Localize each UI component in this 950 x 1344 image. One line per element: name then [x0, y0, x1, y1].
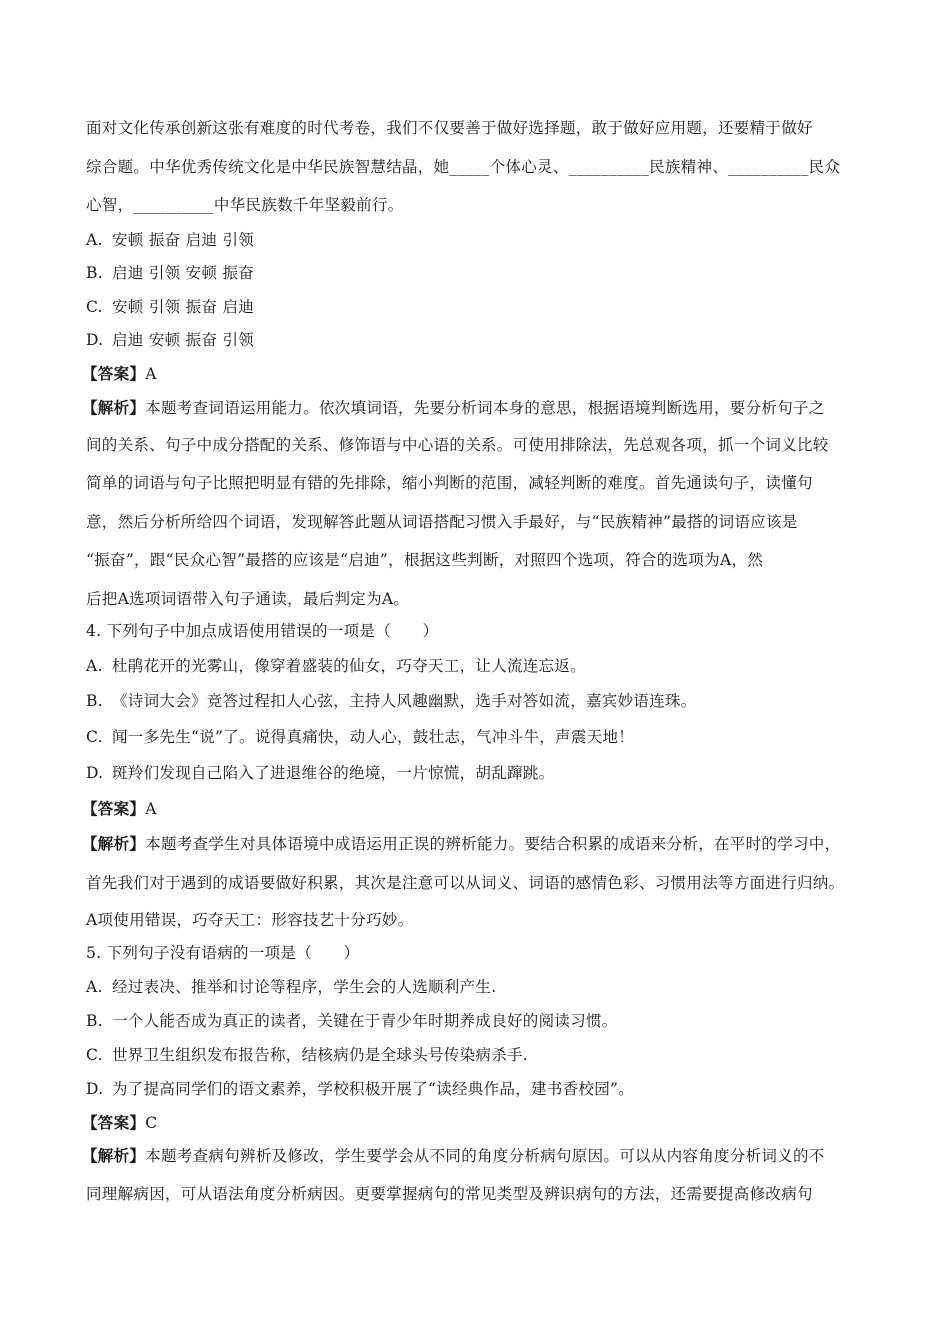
q3-analysis-line-5: “振奋”，跟“民众心智”最搭的应该是“启迪”，根据这些判断，对照四个选项，符合的选项为A，然 — [86, 551, 764, 569]
option-label: D. — [86, 331, 104, 349]
q4-analysis-line-1 — [82, 832, 840, 854]
analysis-tag: 【解析】 — [82, 1146, 146, 1165]
option-text: 闻一多先生“说”了。说得真痛快，动人心，鼓壮志，气冲斗牛，声震天地！ — [112, 728, 635, 746]
option-label: C. — [86, 298, 103, 316]
analysis-text: 本题考查词语运用能力。依次填词语，先要分析词本身的意思，根据语境判断选用，要分析句子之 — [145, 399, 825, 417]
q3-answer — [82, 362, 157, 384]
option-label: C. — [86, 728, 103, 746]
q3-stem-line-1: 面对文化传承创新这张有难度的时代考卷，我们不仅要善于做好选择题，敢于做好应用题，还要精于做好 — [86, 119, 813, 137]
answer-tag: 【答案】 — [82, 1113, 146, 1132]
q3-analysis-line-6: 后把A选项词语带入句子通读，最后判定为A。 — [86, 590, 410, 608]
q5-answer — [82, 1111, 157, 1133]
q3-analysis-line-1 — [82, 396, 825, 418]
q4-option-a — [86, 654, 586, 676]
q5-analysis-line-1 — [82, 1144, 825, 1166]
analysis-text: 本题考查病句辨析及修改，学生要学会从不同的角度分析病句原因。可以从内容角度分析词义的不 — [145, 1147, 825, 1165]
option-text: 《诗词大会》竞答过程扣人心弦，主持人风趣幽默，选手对答如流，嘉宾妙语连珠。 — [112, 692, 697, 710]
q4-analysis-line-2: 首先我们对于遇到的成语要做好积累，其次是注意可以从词义、词语的感情色彩、习惯用法等方面进行归纳。 — [86, 874, 845, 892]
q5-option-d — [86, 1077, 634, 1099]
q4-option-c — [86, 725, 634, 747]
option-label: B. — [86, 1012, 103, 1030]
option-text: 一个人能否成为真正的读者，关键在于青少年时期养成良好的阅读习惯。 — [112, 1012, 618, 1030]
answer-tag: 【答案】 — [82, 364, 146, 383]
option-text: 安顿 引领 振奋 启迪 — [112, 298, 255, 316]
option-text: 杜鹃花开的光雾山，像穿着盛装的仙女，巧夺天工，让人流连忘返。 — [112, 657, 587, 675]
analysis-text: 本题考查学生对具体语境中成语运用正误的辨析能力。要结合积累的成语来分析，在平时的学习中， — [145, 835, 841, 853]
option-label: D. — [86, 1080, 104, 1098]
q4-stem: 4. 下列句子中加点成语使用错误的一项是（ ） — [86, 622, 439, 640]
answer-value: A — [145, 365, 157, 383]
option-label: D. — [86, 764, 104, 782]
option-text: 安顿 振奋 启迪 引领 — [112, 231, 255, 249]
option-text: 经过表决、推举和讨论等程序，学生会的人选顺利产生. — [112, 978, 497, 996]
q3-option-b — [86, 261, 254, 283]
q3-analysis-line-2: 间的关系、句子中成分搭配的关系、修饰语与中心语的关系。可使用排除法，先总观各项，抓一个词义比较 — [86, 436, 829, 454]
q3-option-a — [86, 228, 254, 250]
q4-option-b — [86, 689, 697, 711]
q3-stem-line-3: 心智，__________中华民族数千年坚毅前行。 — [86, 196, 404, 214]
q5-option-b — [86, 1009, 618, 1031]
option-text: 斑羚们发现自己陷入了进退维谷的绝境，一片惊慌，胡乱蹿跳。 — [112, 764, 555, 782]
q3-option-d — [86, 328, 254, 350]
option-text: 为了提高同学们的语文素养，学校积极开展了“读经典作品，建书香校园”。 — [112, 1080, 635, 1098]
q3-analysis-line-4: 意，然后分析所给四个词语，发现解答此题从词语搭配习惯入手最好，与“民族精神”最搭的词语应该是 — [86, 513, 798, 531]
q4-analysis-line-3: A项使用错误，巧夺天工：形容技艺十分巧妙。 — [86, 911, 414, 929]
analysis-tag: 【解析】 — [82, 398, 146, 417]
answer-tag: 【答案】 — [82, 799, 146, 818]
q3-option-c — [86, 295, 254, 317]
q5-option-a — [86, 975, 496, 997]
option-label: C. — [86, 1046, 103, 1064]
option-label: B. — [86, 264, 103, 282]
option-text: 启迪 引领 安顿 振奋 — [112, 264, 255, 282]
option-text: 世界卫生组织发布报告称，结核病仍是全球头号传染病杀手. — [112, 1046, 529, 1064]
q5-option-c — [86, 1043, 528, 1065]
option-text: 启迪 安顿 振奋 引领 — [112, 331, 255, 349]
option-label: A. — [86, 978, 103, 996]
option-label: A. — [86, 231, 103, 249]
answer-value: C — [145, 1114, 158, 1132]
analysis-tag: 【解析】 — [82, 834, 146, 853]
q3-stem-line-2: 综合题。中华优秀传统文化是中华民族智慧结晶，她_____个体心灵、__________民族精神、__________民众 — [86, 158, 841, 176]
q4-option-d — [86, 761, 554, 783]
option-label: B. — [86, 692, 103, 710]
q4-answer — [82, 797, 157, 819]
q3-analysis-line-3: 简单的词语与句子比照把明显有错的先排除，缩小判断的范围，减轻判断的难度。首先通读句子，读懂句 — [86, 474, 813, 492]
answer-value: A — [145, 800, 157, 818]
q5-stem: 5. 下列句子没有语病的一项是（ ） — [86, 944, 360, 962]
option-label: A. — [86, 657, 103, 675]
q5-analysis-line-2: 同理解病因，可从语法角度分析病因。更要掌握病句的常见类型及辨识病句的方法，还需要提高修改病句 — [86, 1185, 813, 1203]
